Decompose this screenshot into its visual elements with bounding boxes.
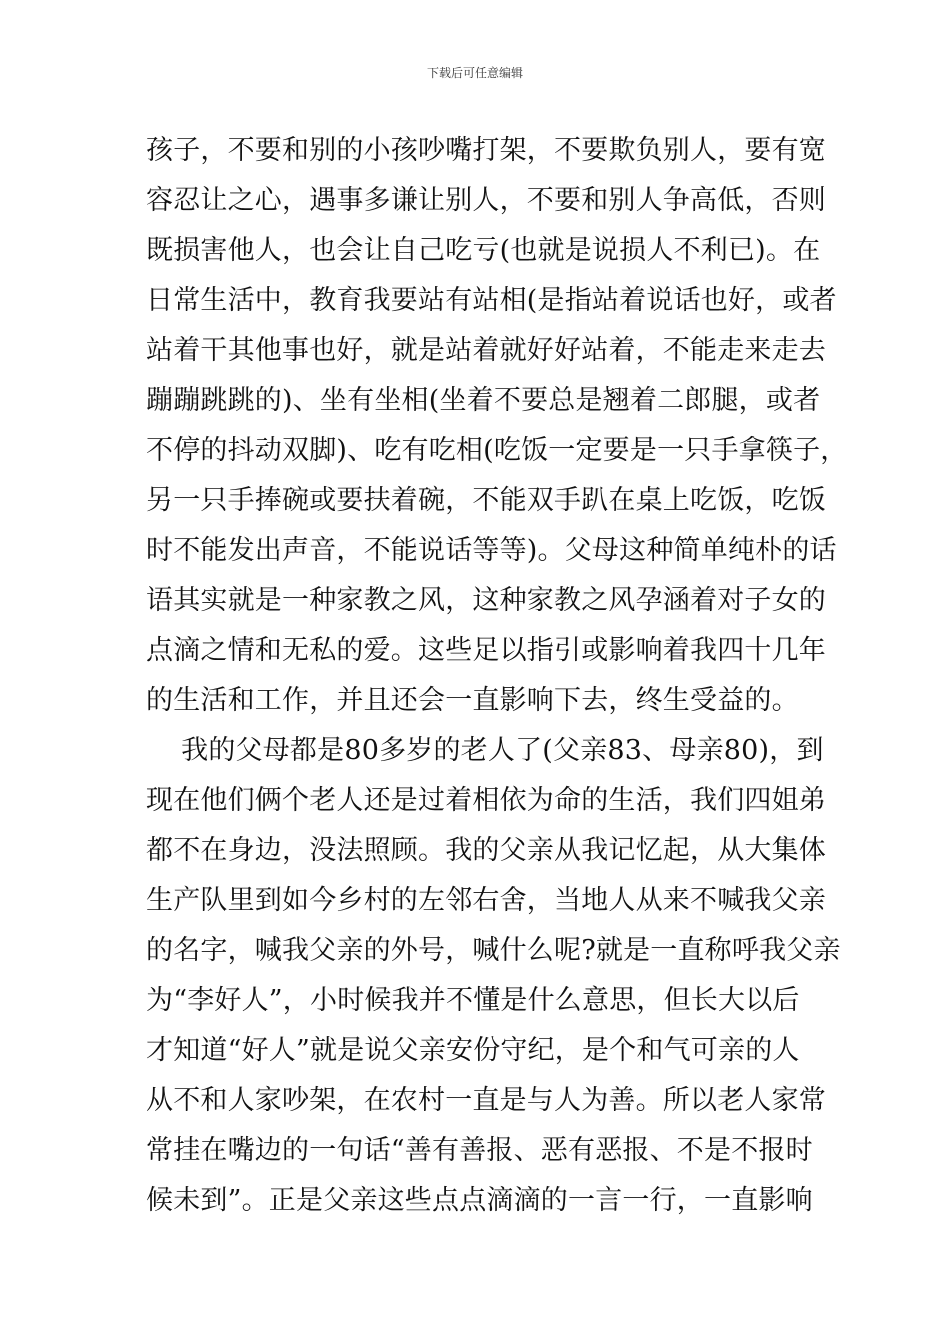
text-line: 日常生活中，教育我要站有站相(是指站着说话也好，或者 — [146, 285, 837, 316]
text-line: 都不在身边，没法照顾。我的父亲从我记忆起，从大集体 — [146, 835, 826, 866]
text-line: 为“李好人”，小时候我并不懂是什么意思，但长大以后 — [146, 985, 800, 1016]
document-body — [146, 126, 848, 1226]
text-line: 候未到”。正是父亲这些点点滴滴的一言一行，一直影响 — [146, 1185, 813, 1216]
text-line: 从不和人家吵架，在农村一直是与人为善。所以老人家常 — [146, 1085, 826, 1116]
text-line: 时不能发出声音，不能说话等等)。父母这种简单纯朴的话 — [146, 535, 837, 566]
text-line: 另一只手捧碗或要扶着碗，不能双手趴在桌上吃饭，吃饭 — [146, 485, 826, 516]
text-line: 语其实就是一种家教之风，这种家教之风孕涵着对子女的 — [146, 585, 826, 616]
text-line: 孩子，不要和别的小孩吵嘴打架，不要欺负别人，要有宽 — [146, 135, 826, 166]
text-line: 点滴之情和无私的爱。这些足以指引或影响着我四十几年 — [146, 635, 826, 666]
page-header: 下载后可任意编辑 — [426, 66, 523, 80]
text-line: 不停的抖动双脚)、吃有吃相(吃饭一定要是一只手拿筷子， — [146, 435, 848, 466]
text-line: 站着干其他事也好，就是站着就好好站着，不能走来走去 — [146, 335, 826, 366]
text-line: 现在他们俩个老人还是过着相依为命的生活，我们四姐弟 — [146, 785, 826, 816]
text-line: 容忍让之心，遇事多谦让别人，不要和别人争高低，否则 — [146, 185, 826, 216]
text-line: 才知道“好人”就是说父亲安份守纪，是个和气可亲的人 — [146, 1035, 800, 1066]
text-line: 生产队里到如今乡村的左邻右舍，当地人从来不喊我父亲 — [146, 885, 826, 916]
text-line: 蹦蹦跳跳的)、坐有坐相(坐着不要总是翘着二郎腿，或者 — [146, 385, 821, 416]
text-line: 的名字，喊我父亲的外号，喊什么呢?就是一直称呼我父亲 — [146, 935, 841, 966]
text-line: 的生活和工作，并且还会一直影响下去，终生受益的。 — [146, 685, 799, 716]
text-line: 常挂在嘴边的一句话“善有善报、恶有恶报、不是不报时 — [146, 1135, 813, 1166]
text-line: 既损害他人，也会让自己吃亏(也就是说损人不利已)。在 — [146, 235, 821, 266]
paragraph-start-line: 我的父母都是80多岁的老人了(父亲83、母亲80)，到 — [146, 735, 824, 766]
